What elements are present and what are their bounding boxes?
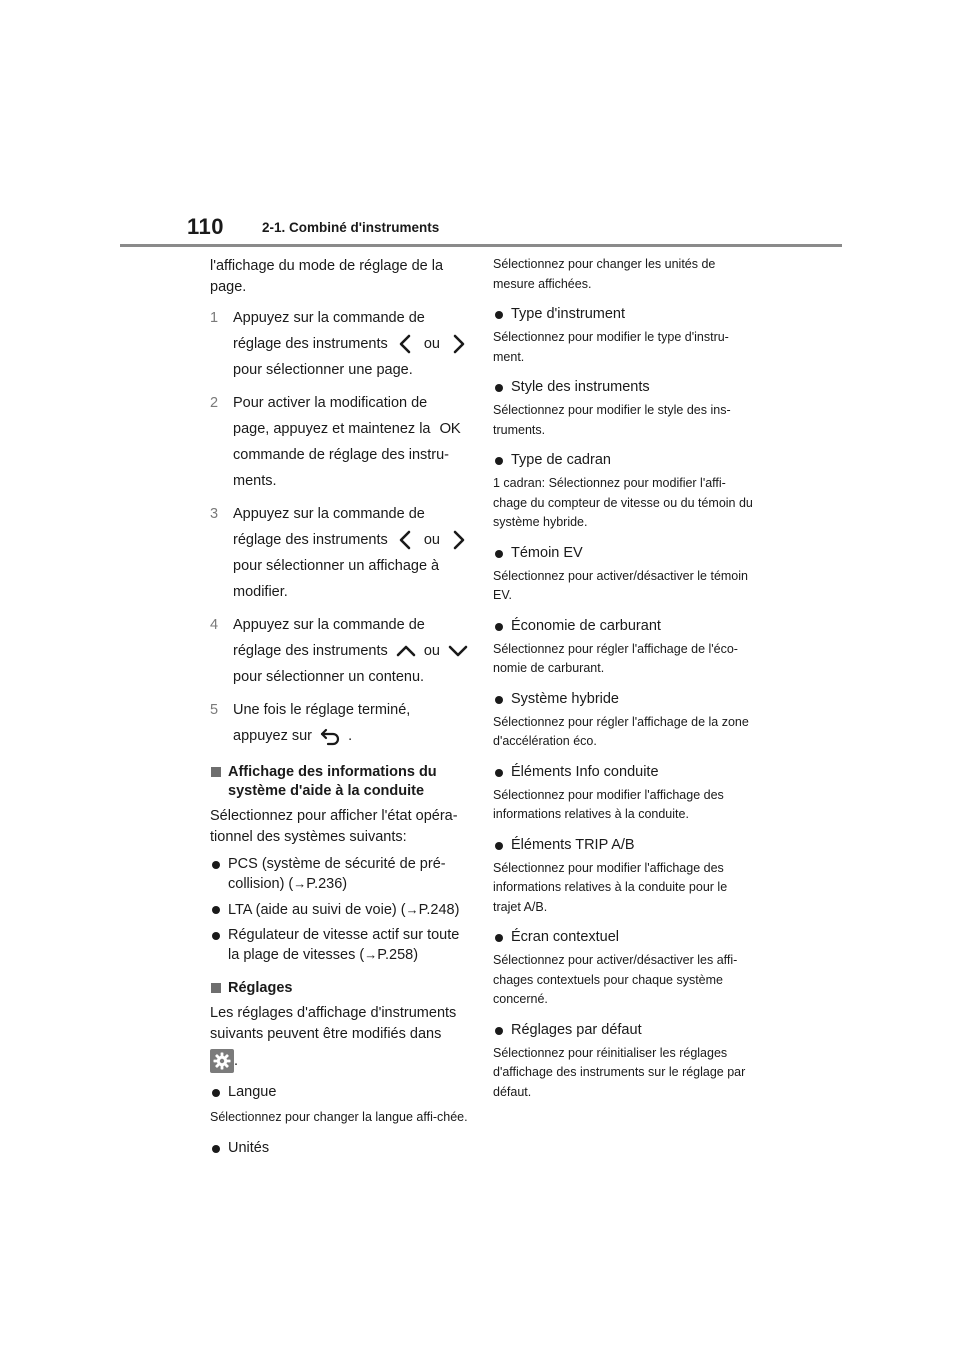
list-item [493,451,755,470]
intro-text: l'affichage du mode de réglage de la page. [210,258,444,295]
settings-gear-line [210,1049,472,1073]
section-title: 2-1. Combiné d'instruments [262,220,440,235]
step-5 [210,697,472,749]
list-item [210,1139,472,1158]
step-text: Appuyez sur la commande de [233,310,425,326]
bullet-text: ) [342,876,348,893]
arrow-icon: → [364,947,378,963]
item-description: Sélectionnez pour réinitialiser les réglages d'affichage des instruments sur le réglage par défaut. [493,1045,746,1099]
settings-heading [210,979,472,998]
step-text: page, appuyez et maintenez la [233,421,431,437]
item-title: Type d'instrument [511,306,625,322]
chevron-right-icon [447,529,469,551]
item-title: Langue [228,1084,277,1101]
item-description: Sélectionnez pour activer/désactiver le témoin EV. [493,568,748,602]
list-item [493,305,755,324]
bullet-icon [495,696,503,704]
step-number: 1 [210,310,219,326]
driving-support-text: Sélectionnez pour afficher l'état opéra-tionnel des systèmes suivants: [210,808,458,846]
step-text: réglage des instruments [233,643,388,660]
step-4 [210,612,472,690]
item-description: Sélectionnez pour régler l'affichage de la zone d'accélération éco. [493,714,749,748]
bullet-text: LTA (aide au suivi de voie) ( [228,902,406,919]
or-text: ou [423,336,440,352]
step-2 [210,390,472,494]
step-text-icons [233,723,472,749]
bullet-text: ) [454,902,460,919]
bullet-icon [212,1145,220,1153]
bullet-icon [495,457,503,465]
bullet-icon [495,384,503,392]
page-number: 110 [187,214,224,239]
bullet-icon [495,550,503,558]
item-title: Éléments TRIP A/B [511,836,635,853]
chevron-right-icon [447,333,469,355]
item-title: Système hybride [511,690,619,707]
step-text-icons [233,638,472,664]
page-header [0,0,960,250]
list-item [210,1083,472,1102]
left-column [210,256,472,1164]
step-text: Appuyez sur la commande de [233,617,425,634]
bullet-icon [212,1089,220,1097]
bullet-icon [212,932,220,940]
bullet-icon [495,769,503,777]
step-text: . [348,728,353,745]
heading-text: Réglages [228,980,293,997]
or-text: ou [423,643,440,660]
driving-support-heading [210,763,472,801]
step-text: Une fois le réglage terminé, [233,702,411,719]
item-title: Style des instruments [511,379,650,395]
right-column [493,255,755,1113]
page-reference-link[interactable]: P.236 [306,876,343,893]
item-description: Sélectionnez pour modifier l'affichage des informations relatives à la conduite. [493,787,724,821]
list-item [210,900,472,920]
square-bullet-icon [211,767,221,777]
step-text: modifier. [233,584,288,601]
item-description: 1 cadran: Sélectionnez pour modifier l'affi-chage du compteur de vitesse ou du témoin du système hybride. [493,476,753,529]
item-description: Sélectionnez pour modifier le style des ins-truments. [493,403,731,437]
step-text: réglage des instruments [233,336,388,352]
list-item [493,836,755,855]
list-item [493,928,755,947]
chevron-down-icon [447,640,469,662]
list-item [493,617,755,636]
item-description: Sélectionnez pour modifier le type d'instru-ment. [493,330,729,364]
item-title: Économie de carburant [511,617,661,634]
list-item [493,690,755,709]
step-text: Pour activer la modification de [233,395,428,411]
step-number: 3 [210,506,219,523]
item-title: Écran contextuel [511,929,620,945]
page-reference-link[interactable]: P.248 [418,902,455,919]
step-text-icons [233,331,472,357]
or-text: ou [423,532,440,549]
item-title: Témoin EV [511,544,583,561]
bullet-text: Régulateur de vitesse actif sur toute la plage de vitesses ( [228,927,460,964]
bullet-icon [495,623,503,631]
step-text: ments. [233,473,277,490]
bullet-icon [495,311,503,319]
bullet-icon [212,906,220,914]
bullet-text: ) [413,947,419,964]
chevron-left-icon [395,529,417,551]
list-item [493,378,755,397]
bullet-text: PCS (système de sécurité de pré-collision) ( [228,856,446,893]
back-icon [319,725,341,747]
item-title: Réglages par défaut [511,1021,642,1038]
list-item [493,544,755,563]
page-reference-link[interactable]: P.258 [377,947,414,964]
step-text: pour sélectionner une page. [233,362,413,378]
step-text: réglage des instruments [233,532,388,549]
list-item [210,926,472,965]
heading-text: Affichage des informations du système d'aide à la conduite [228,764,437,800]
chevron-up-icon [395,640,417,662]
list-item [493,1021,755,1040]
arrow-icon: → [405,902,419,918]
step-text: Appuyez sur la commande de [233,506,425,523]
list-item [210,855,472,894]
list-item [493,763,755,782]
bullet-icon [495,934,503,942]
step-text: pour sélectionner un contenu. [233,669,425,686]
step-number: 5 [210,702,219,719]
settings-text: Les réglages d'affichage d'instruments suivants peuvent être modifiés dans [210,1005,457,1043]
item-title: Éléments Info conduite [511,763,659,780]
bullet-icon [495,1027,503,1035]
item-title: Unités [228,1139,270,1156]
step-text: commande de réglage des instru- [233,447,450,464]
item-description: Sélectionnez pour changer la langue affi-chée. [210,1110,468,1125]
header-rule [120,244,842,247]
step-number: 4 [210,617,219,634]
gear-icon [210,1049,234,1073]
item-description: Sélectionnez pour régler l'affichage de l'éco-nomie de carburant. [493,641,738,675]
units-description: Sélectionnez pour changer les unités de mesure affichées. [493,257,716,291]
step-number: 2 [210,395,219,411]
item-description: Sélectionnez pour activer/désactiver les affi-chages contextuels pour chaque système concerné. [493,953,738,1006]
step-text-icons [233,527,472,553]
bullet-icon [495,842,503,850]
item-title: Type de cadran [511,452,611,468]
bullet-icon [212,861,220,869]
square-bullet-icon [211,983,221,993]
ok-icon: OK [439,420,461,438]
step-3 [210,501,472,605]
step-1 [210,305,472,383]
step-text-icons [233,416,472,442]
arrow-icon: → [293,876,307,892]
chevron-left-icon [395,333,417,355]
settings-text-end: . [234,1053,239,1069]
item-description: Sélectionnez pour modifier l'affichage des informations relatives à la conduite pour le trajet A/B. [493,860,728,914]
step-text: appuyez sur [233,728,312,745]
step-text: pour sélectionner un affichage à [233,558,440,575]
